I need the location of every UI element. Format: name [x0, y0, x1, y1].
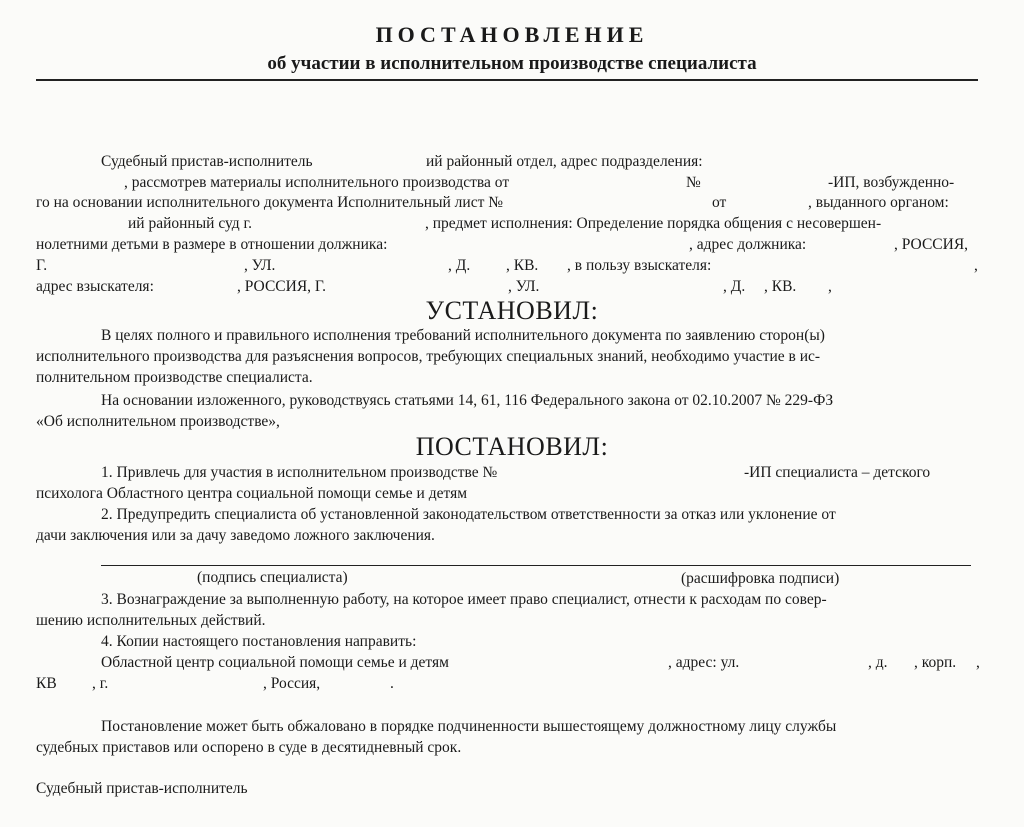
intro-line3-b: от [712, 194, 727, 211]
signature-caption-specialist: (подпись специалиста) [197, 569, 348, 586]
intro-line5-a: нолетними детьми в размере в отношении должника: [36, 236, 388, 253]
intro-line2-b: № [686, 174, 701, 191]
resolved-p4-line2-e: , [976, 654, 980, 671]
appeal-line1: Постановление может быть обжаловано в порядке подчиненности вышестоящему должностному лицу службы [101, 718, 837, 735]
intro-line7-c: , УЛ. [508, 278, 540, 295]
intro-line6-c: , Д. [448, 257, 471, 274]
established-line4: На основании изложенного, руководствуясь статьями 14, 61, 116 Федерального закона от 02.10.2007 № 229-ФЗ [101, 392, 834, 409]
resolved-p3-line2: шению исполнительных действий. [36, 612, 266, 629]
intro-line5-c: , РОССИЯ, [894, 236, 969, 253]
resolved-p1-line1-b: -ИП специалиста – детского [744, 464, 931, 481]
resolved-p1-line1-a: 1. Привлечь для участия в исполнительном производстве № [101, 464, 498, 481]
intro-line4-a: ий районный суд г. [128, 215, 253, 232]
intro-line6-b: , УЛ. [244, 257, 276, 274]
established-line5: «Об исполнительном производстве», [36, 413, 280, 430]
resolved-p4-line2-a: Областной центр социальной помощи семье и детям [101, 654, 449, 671]
intro-line6-f: , [974, 257, 978, 274]
resolved-p4-line2-d: , корп. [914, 654, 957, 671]
document-subtitle: об участии в исполнительном производстве специалиста [267, 53, 757, 74]
document-title: ПОСТАНОВЛЕНИЕ [375, 22, 649, 47]
intro-line6-e: , в пользу взыскателя: [567, 257, 712, 274]
intro-line6-a: Г. [36, 257, 48, 274]
established-line3: полнительном производстве специалиста. [36, 369, 313, 386]
resolved-p4-line3-d: . [390, 675, 394, 692]
appeal-line2: судебных приставов или оспорено в суде в десятидневный срок. [36, 739, 462, 756]
intro-line7-f: , [828, 278, 832, 295]
resolved-p1-line2: психолога Областного центра социальной помощи семье и детям [36, 485, 468, 502]
intro-line1-a: Судебный пристав-исполнитель [101, 153, 313, 170]
established-line1: В целях полного и правильного исполнения требований исполнительного документа по заявлению сторон(ы) [101, 327, 825, 344]
intro-line4-b: , предмет исполнения: Определение порядка общения с несовершен- [425, 215, 882, 232]
resolved-p4-line2-b: , адрес: ул. [668, 654, 740, 671]
resolved-p4-line3-b: , г. [92, 675, 109, 692]
resolved-p3-line1: 3. Вознаграждение за выполненную работу, на которое имеет право специалист, отнести к расходам по совер- [101, 591, 827, 608]
intro-line2-a: , рассмотрев материалы исполнительного производства от [124, 174, 510, 191]
established-line2: исполнительного производства для разъяснения вопросов, требующих специальных знаний, необходимо участие в ис- [36, 348, 821, 365]
intro-line1-b: ий районный отдел, адрес подразделения: [426, 153, 703, 170]
resolved-p4-line2-c: , д. [868, 654, 888, 671]
signature-bailiff: Судебный пристав-исполнитель [36, 780, 248, 797]
resolved-p2-line1: 2. Предупредить специалиста об установленной законодательством ответственности за отказ или уклонение от [101, 506, 836, 523]
intro-line7-e: , КВ. [764, 278, 797, 295]
intro-line7-b: , РОССИЯ, Г. [237, 278, 326, 295]
heading-resolved: ПОСТАНОВИЛ: [415, 432, 609, 461]
heading-established: УСТАНОВИЛ: [425, 296, 599, 325]
title-underline [36, 79, 978, 81]
intro-line3-c: , выданного органом: [808, 194, 949, 211]
intro-line2-c: -ИП, возбужденно- [828, 174, 955, 191]
intro-line7-d: , Д. [723, 278, 746, 295]
signature-caption-decoding: (расшифровка подписи) [681, 570, 840, 587]
resolved-p4-line3-a: КВ [36, 675, 57, 692]
resolved-p4-line3-c: , Россия, [263, 675, 321, 692]
intro-line3-a: го на основании исполнительного документа Исполнительный лист № [36, 194, 504, 211]
intro-line5-b: , адрес должника: [689, 236, 807, 253]
signature-line [101, 565, 971, 566]
intro-line6-d: , КВ. [506, 257, 539, 274]
intro-line7-a: адрес взыскателя: [36, 278, 154, 295]
resolved-p4-line1: 4. Копии настоящего постановления направить: [101, 633, 417, 650]
resolved-p2-line2: дачи заключения или за дачу заведомо ложного заключения. [36, 527, 435, 544]
